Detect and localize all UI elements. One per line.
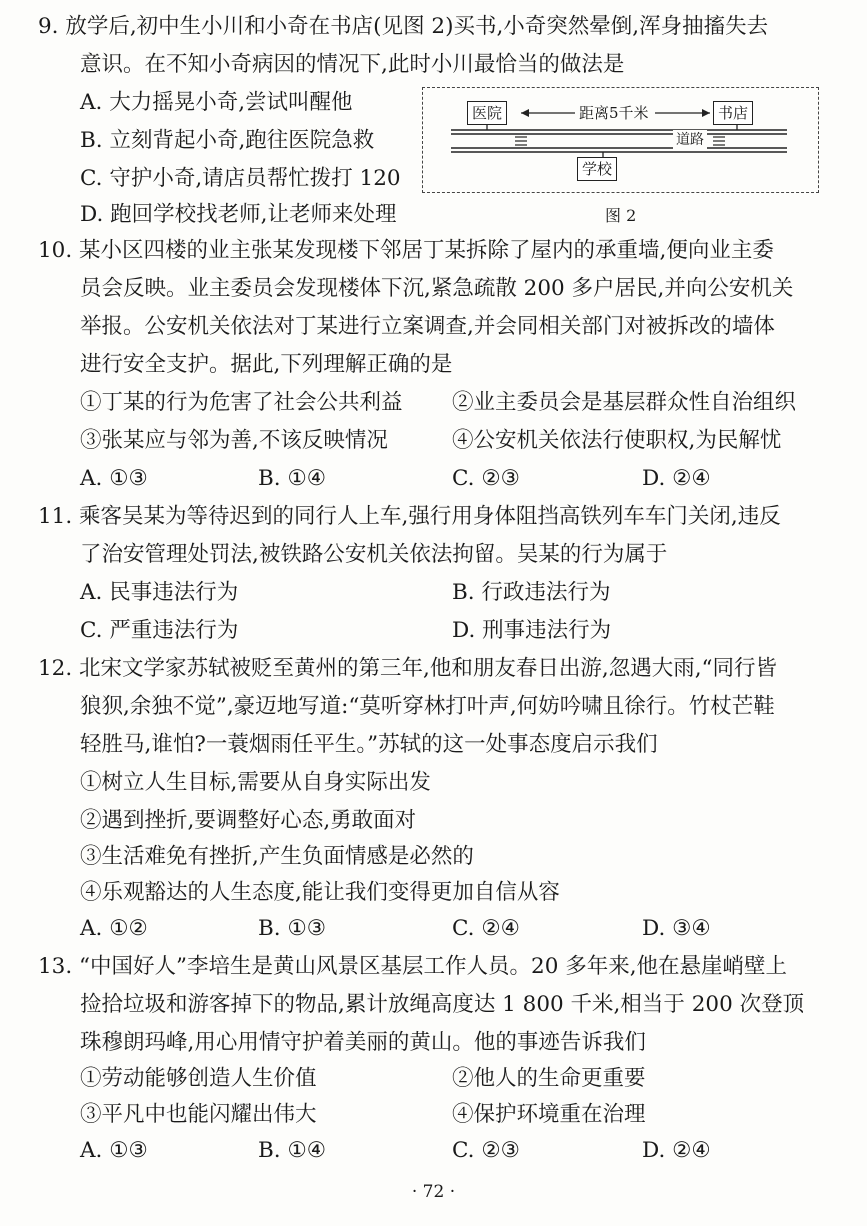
figure-2-map: [422, 87, 819, 193]
q13-option-b: B. ①④: [258, 1138, 327, 1163]
q9-option-d: D. 跑回学校找老师,让老师来处理: [80, 202, 397, 227]
school-box: 学校: [577, 157, 617, 181]
q12-option-b: B. ①③: [258, 916, 327, 941]
q9-option-b: B. 立刻背起小奇,跑往医院急救: [80, 128, 375, 153]
q9-option-a: A. 大力摇晃小奇,尝试叫醒他: [80, 90, 353, 115]
q12-stem-line1: 12. 北宋文学家苏轼被贬至黄州的第三年,他和朋友春日出游,忽遇大雨,“同行皆: [38, 656, 778, 681]
road-label: 道路: [673, 130, 707, 150]
q11-option-d: D. 刑事违法行为: [452, 618, 612, 643]
q10-statement-3: ③张某应与邻为善,不该反映情况: [80, 428, 388, 453]
q10-statement-1: ①丁某的行为危害了社会公共利益: [80, 390, 403, 415]
q13-statement-1: ①劳动能够创造人生价值: [80, 1066, 317, 1091]
q13-statement-4: ④保护环境重在治理: [452, 1102, 646, 1127]
q11-stem-line1: 11. 乘客吴某为等待迟到的同行人上车,强行用身体阻挡高铁列车车门关闭,违反: [38, 504, 781, 529]
q12-option-c: C. ②④: [452, 916, 520, 941]
q9-option-c: C. 守护小奇,请店员帮忙拨打 120: [80, 166, 401, 191]
q10-stem-line4: 进行安全支护。据此,下列理解正确的是: [80, 352, 453, 377]
q13-stem-line1: 13. “中国好人”李培生是黄山风景区基层工作人员。20 多年来,他在悬崖峭壁上: [38, 954, 788, 979]
q12-option-a: A. ①②: [80, 916, 148, 941]
q12-option-d: D. ③④: [642, 916, 711, 941]
q11-option-c: C. 严重违法行为: [80, 618, 239, 643]
q10-statement-4: ④公安机关依法行使职权,为民解忧: [452, 428, 782, 453]
q11-option-a: A. 民事违法行为: [80, 580, 239, 605]
q10-statement-2: ②业主委员会是基层群众性自治组织: [452, 390, 797, 415]
q10-stem-line1: 10. 某小区四楼的业主张某发现楼下邻居丁某拆除了屋内的承重墙,便向业主委: [38, 238, 774, 263]
q13-option-c: C. ②③: [452, 1138, 520, 1163]
q12-stem-line2: 狼狈,余独不觉”,豪迈地写道:“莫听穿林打叶声,何妨吟啸且徐行。竹杖芒鞋: [80, 694, 775, 719]
q10-option-b: B. ①④: [258, 466, 327, 491]
bookstore-box: 书店: [713, 101, 753, 125]
q11-stem-line2: 了治安管理处罚法,被铁路公安机关依法拘留。吴某的行为属于: [80, 542, 668, 567]
q12-statement-4: ④乐观豁达的人生态度,能让我们变得更加自信从容: [80, 880, 560, 905]
q12-stem-line3: 轻胜马,谁怕?一蓑烟雨任平生。”苏轼的这一处事态度启示我们: [80, 732, 658, 757]
page-number: · 72 ·: [411, 1182, 456, 1202]
q10-option-a: A. ①③: [80, 466, 148, 491]
q13-stem-line2: 捡拾垃圾和游客掉下的物品,累计放绳高度达 1 800 千米,相当于 200 次登顶: [80, 992, 805, 1017]
q13-option-d: D. ②④: [642, 1138, 711, 1163]
q9-stem-line2: 意识。在不知小奇病因的情况下,此时小川最恰当的做法是: [80, 52, 625, 77]
hospital-box: 医院: [467, 101, 507, 125]
q13-stem-line3: 珠穆朗玛峰,用心用情守护着美丽的黄山。他的事迹告诉我们: [80, 1030, 646, 1055]
distance-label: 距离5千米: [579, 104, 649, 122]
q13-statement-3: ③平凡中也能闪耀出伟大: [80, 1102, 317, 1127]
q10-option-d: D. ②④: [642, 466, 711, 491]
q12-statement-1: ①树立人生目标,需要从自身实际出发: [80, 770, 431, 795]
figure-caption: 图 2: [605, 206, 637, 225]
q13-option-a: A. ①③: [80, 1138, 148, 1163]
q10-stem-line2: 员会反映。业主委员会发现楼体下沉,紧急疏散 200 多户居民,并向公安机关: [80, 276, 794, 301]
q9-stem-line1: 9. 放学后,初中生小川和小奇在书店(见图 2)买书,小奇突然晕倒,浑身抽搐失去: [38, 14, 769, 39]
q12-statement-2: ②遇到挫折,要调整好心态,勇敢面对: [80, 808, 417, 833]
q12-statement-3: ③生活难免有挫折,产生负面情感是必然的: [80, 844, 474, 869]
q13-statement-2: ②他人的生命更重要: [452, 1066, 646, 1091]
q10-option-c: C. ②③: [452, 466, 520, 491]
q10-stem-line3: 举报。公安机关依法对丁某进行立案调查,并会同相关部门对被拆改的墙体: [80, 314, 775, 339]
q11-option-b: B. 行政违法行为: [452, 580, 611, 605]
